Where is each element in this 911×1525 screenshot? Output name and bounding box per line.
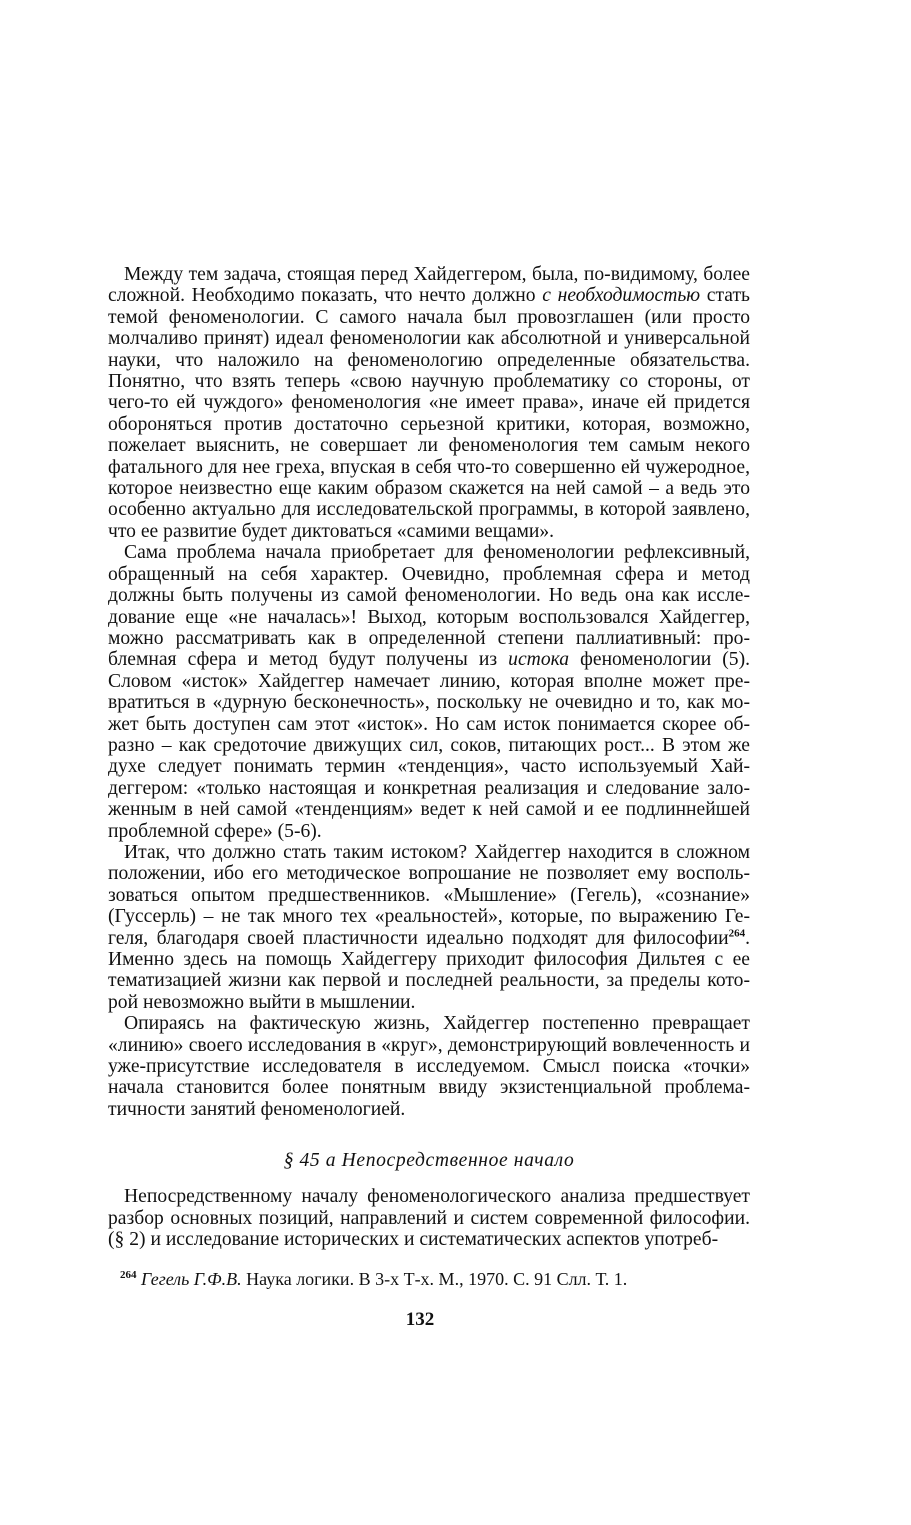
paragraph-2-text-b: феноменологии (5). Словом «исток» Хайдеггер намечает линию, которая вполне может превратиться в «дурную бесконечность», поскольку не очевидно и то, как может быть доступен сам этот «исток». Но сам исток понимается скорее образно – как средоточие движущих сил, соков, питающих рост... В этом же духе следует понимать термин «тенденция», часто используемый Хайдеггером: «только настоящая и конкретная реализация и следование заложенным в ней самой «тенденциям» ведет к ней самой и ее подлиннейшей проблемной сфере» (5-6). (108, 649, 751, 842)
paragraph-1 (108, 264, 750, 542)
footnote-reference[interactable]: 264 (728, 927, 746, 940)
footnote-author: Гегель Г.Ф.В. (141, 1269, 242, 1289)
footnote-number: 264 (120, 1269, 137, 1281)
paragraph-1-emphasis: с необходимостью (542, 285, 701, 307)
page-body (108, 264, 750, 1250)
page-number: 132 (405, 1309, 435, 1330)
section-heading: § 45 а Непосредственное начало (283, 1150, 575, 1172)
paragraph-4 (108, 1013, 750, 1120)
footnote (120, 1268, 740, 1290)
paragraph-1-text-b: стать темой феноменологии. С самого начала был провозглашен (или просто молчаливо принят) идеал феноменологии как абсолютной и универсальной науки, что наложило на феноменологию определенные обязательства. Понятно, что взять теперь «свою научную проблематику со стороны, от чего-то ей чуждого» феноменология «не имеет права», иначе ей придется обороняться против достаточно серьезной критики, которая, возможно, пожелает выяснить, не совершает ли феноменология тем самым некого фатального для нее греха, впуская в себя что-то совершенно ей чужеродное, которое неизвестно еще каким образом скажется на ней самой – а ведь это особенно актуально для исследовательской программы, в которой заявлено, что ее развитие будет диктоваться «самими вещами». (108, 285, 750, 542)
paragraph-3-text-b: . Именно здесь на помощь Хайдеггеру приходит философия Дильтея с ее тематизацией жизни как первой и последней реальности, за пределы которой невозможно выйти в мышлении. (108, 927, 750, 1013)
paragraph-4-text: Опираясь на фактическую жизнь, Хайдеггер постепенно превращает «линию» своего исследования в «круг», демонстрирующий вовлеченность и уже-присутствие исследователя в исследуемом. Смысл поиска «точки» начала становится более понятным ввиду экзистенциальной проблематичности занятий феноменологией. (108, 1013, 750, 1120)
paragraph-2 (108, 542, 750, 842)
paragraph-2-text-a: Сама проблема начала приобретает для феноменологии рефлексивный, обращенный на себя характер. Очевидно, проблемная сфера и метод должны быть получены из самой феноменологии. Но ведь она как исследование еще «не началась»! Выход, которым воспользовался Хайдеггер, можно рассматривать как в определенной степени паллиативный: проблемная сфера и метод будут получены из (108, 542, 750, 671)
footnote-text: Наука логики. В 3-х Т-х. М., 1970. С. 91 Слл. Т. 1. (241, 1269, 628, 1289)
paragraph-2-emphasis: истока (508, 649, 570, 671)
paragraph-1-text-a: Между тем задача, стоящая перед Хайдеггером, была, по-видимому, более сложной. Необходимо показать, что нечто должно (108, 264, 750, 307)
paragraph-3 (108, 842, 750, 1013)
section-paragraph: Непосредственному началу феноменологического анализа предшествует разбор основных позиций, направлений и систем современной философии. (§ 2) и исследование исторических и систематических аспектов употреб- (108, 1186, 750, 1251)
paragraph-3-text-a: Итак, что должно стать таким истоком? Хайдеггер находится в сложном положении, ибо его методическое вопрошание не позволяет ему воспользоваться опытом предшественников. «Мышление» (Гегель), «сознание» (Гуссерль) – не так много тех «реальностей», которые, по выражению Гегеля, благодаря своей пластичности идеально подходят для философии (108, 841, 750, 949)
